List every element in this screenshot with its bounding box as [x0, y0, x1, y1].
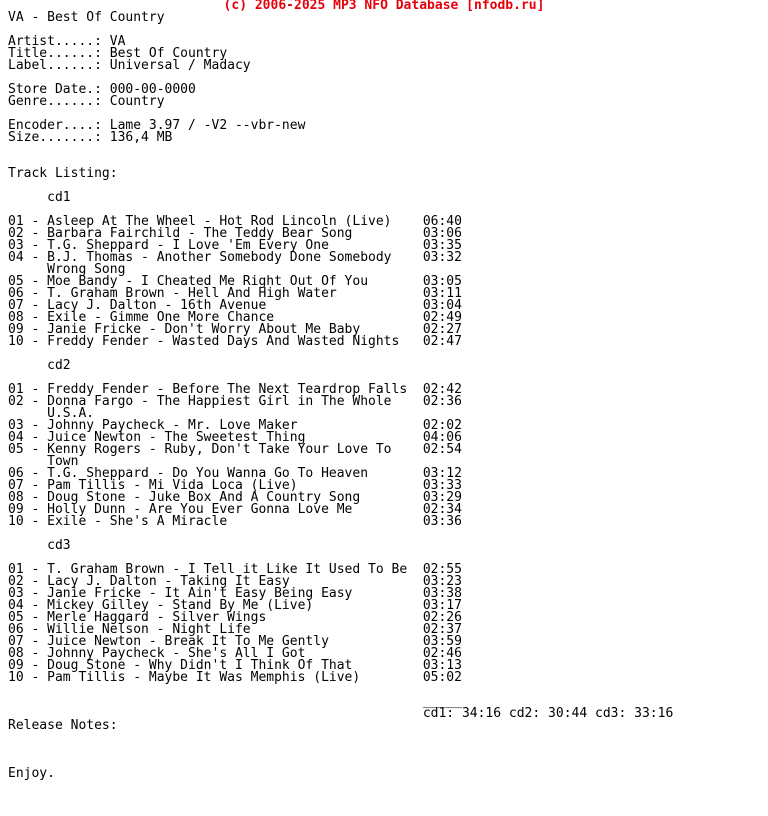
store-date-line: Store Date.: 000-00-0000: [8, 82, 196, 97]
track-line: 07 - Lacy J. Dalton - 16th Avenue 03:04: [8, 298, 462, 313]
track-line: 02 - Lacy J. Dalton - Taking It Easy 03:23: [8, 574, 462, 589]
genre-line: Genre......: Country: [8, 94, 165, 109]
cd1-label: cd1: [8, 190, 71, 205]
nfo-text: [8, 12, 673, 780]
track-line: 04 - Juice Newton - The Sweetest Thing 04:06: [8, 430, 462, 445]
track-line: 05 - Kenny Rogers - Ruby, Don't Take Your Love To 02:54: [8, 442, 462, 457]
track-line: 09 - Holly Dunn - Are You Ever Gonna Love Me 02:34: [8, 502, 462, 517]
track-line: 08 - Johnny Paycheck - She's All I Got 02:46: [8, 646, 462, 661]
cd3-label: cd3: [8, 538, 71, 553]
cd2-label: cd2: [8, 358, 71, 373]
track-listing-heading: Track Listing:: [8, 166, 118, 181]
track-line: 06 - Willie Nelson - Night Life 02:37: [8, 622, 462, 637]
track-line: 10 - Pam Tillis - Maybe It Was Memphis (Live) 05:02: [8, 670, 462, 685]
track-line: 01 - Asleep At The Wheel - Hot Rod Lincoln (Live) 06:40: [8, 214, 462, 229]
track-line: 07 - Pam Tillis - Mi Vida Loca (Live) 03:33: [8, 478, 462, 493]
track-line: 03 - Johnny Paycheck - Mr. Love Maker 02:02: [8, 418, 462, 433]
artist-line: Artist.....: VA: [8, 34, 126, 49]
site-credit: (c) 2006-2025 MP3 NFO Database [nfodb.ru]: [223, 0, 545, 13]
title-line: Title......: Best Of Country: [8, 46, 228, 61]
track-line: 06 - T. Graham Brown - Hell And High Water 03:11: [8, 286, 462, 301]
track-line: 05 - Moe Bandy - I Cheated Me Right Out Of You 03:05: [8, 274, 462, 289]
track-line: 05 - Merle Haggard - Silver Wings 02:26: [8, 610, 462, 625]
track-line: 04 - B.J. Thomas - Another Somebody Done Somebody 03:32: [8, 250, 462, 265]
track-line-continued: U.S.A.: [8, 406, 95, 421]
track-line: 03 - Janie Fricke - It Ain't Easy Being Easy 03:38: [8, 586, 462, 601]
cd-totals: cd1: 34:16 cd2: 30:44 cd3: 33:16: [8, 706, 674, 721]
track-line-continued: Wrong Song: [8, 262, 126, 277]
totals-divider: _____: [8, 694, 462, 709]
track-line: 10 - Freddy Fender - Wasted Days And Wasted Nights 02:47: [8, 334, 462, 349]
closing-line: Enjoy.: [8, 766, 55, 781]
track-line-continued: Town: [8, 454, 79, 469]
track-line: 07 - Juice Newton - Break It To Me Gently 03:59: [8, 634, 462, 649]
encoder-line: Encoder....: Lame 3.97 / -V2 --vbr-new: [8, 118, 306, 133]
track-line: 02 - Barbara Fairchild - The Teddy Bear Song 03:06: [8, 226, 462, 241]
track-line: 08 - Doug Stone - Juke Box And A Country Song 03:29: [8, 490, 462, 505]
track-line: 08 - Exile - Gimme One More Chance 02:49: [8, 310, 462, 325]
release-heading: VA - Best Of Country: [8, 10, 165, 25]
track-line: 04 - Mickey Gilley - Stand By Me (Live) 03:17: [8, 598, 462, 613]
release-notes-heading: Release Notes:: [8, 718, 118, 733]
track-line: 02 - Donna Fargo - The Happiest Girl in The Whole 02:36: [8, 394, 462, 409]
track-line: 09 - Janie Fricke - Don't Worry About Me Baby 02:27: [8, 322, 462, 337]
track-line: 03 - T.G. Sheppard - I Love 'Em Every One 03:35: [8, 238, 462, 253]
track-line: 09 - Doug Stone - Why Didn't I Think Of That 03:13: [8, 658, 462, 673]
label-line: Label......: Universal / Madacy: [8, 58, 251, 73]
track-line: 01 - T. Graham Brown - I Tell it Like It Used To Be 02:55: [8, 562, 462, 577]
track-line: 10 - Exile - She's A Miracle 03:36: [8, 514, 462, 529]
track-line: 01 - Freddy Fender - Before The Next Teardrop Falls 02:42: [8, 382, 462, 397]
size-line: Size.......: 136,4 MB: [8, 130, 173, 145]
track-line: 06 - T.G. Sheppard - Do You Wanna Go To Heaven 03:12: [8, 466, 462, 481]
